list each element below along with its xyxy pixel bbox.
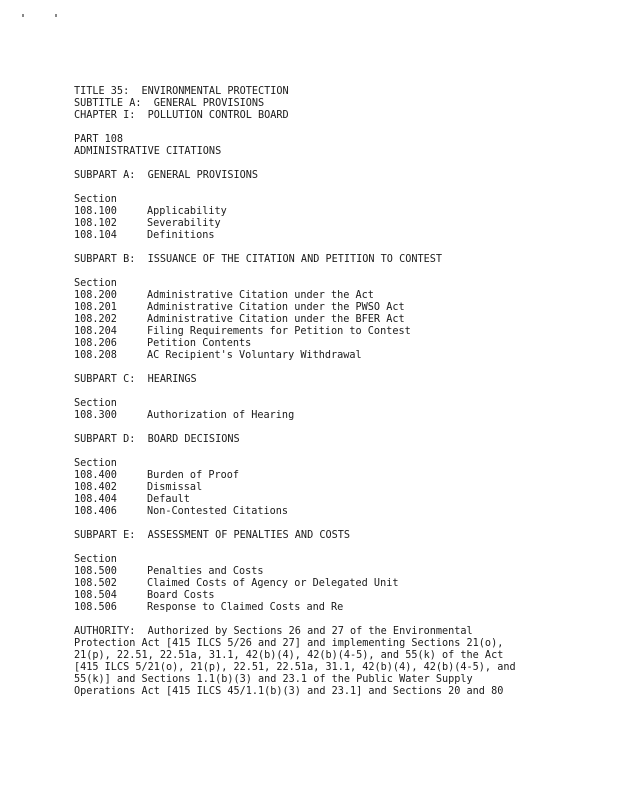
section-title: Petition Contents [147,338,252,349]
section-entry [74,206,604,218]
section-title: Non-Contested Citations [147,506,289,517]
subpart-heading: SUBPART B: ISSUANCE OF THE CITATION AND PETITION TO CONTEST [74,254,443,265]
section-entry [74,350,604,362]
chapter-line: CHAPTER I: POLLUTION CONTROL BOARD [74,110,289,121]
section-number: 108.402 [74,482,117,493]
section-title: AC Recipient's Voluntary Withdrawal [147,350,362,361]
section-entry [74,338,604,350]
subtitle-line: SUBTITLE A: GENERAL PROVISIONS [74,98,265,109]
section-label: Section [74,278,117,289]
scan-speck [22,14,24,17]
section-entry [74,566,604,578]
section-entry [74,218,604,230]
section-number: 108.500 [74,566,117,577]
section-title: Administrative Citation under the PWSO Act [147,302,405,313]
section-number: 108.404 [74,494,117,505]
part-name: ADMINISTRATIVE CITATIONS [74,146,222,157]
section-label: Section [74,458,117,469]
section-number: 108.206 [74,338,117,349]
section-number: 108.406 [74,506,117,517]
section-number: 108.104 [74,230,117,241]
section-entry [74,602,604,614]
section-number: 108.400 [74,470,117,481]
authority-line: Operations Act [415 ILCS 45/1.1(b)(3) and 23.1] and Sections 20 and 80 [74,686,504,697]
section-label: Section [74,194,117,205]
section-entry [74,482,604,494]
scan-speck [55,14,57,17]
subpart-heading: SUBPART C: HEARINGS [74,374,197,385]
authority-line: 55(k)] and Sections 1.1(b)(3) and 23.1 of the Public Water Supply [74,674,473,685]
section-title: Burden of Proof [147,470,240,481]
title-line: TITLE 35: ENVIRONMENTAL PROTECTION [74,86,289,97]
section-number: 108.506 [74,602,117,613]
section-title: Filing Requirements for Petition to Contest [147,326,411,337]
section-number: 108.202 [74,314,117,325]
section-number: 108.200 [74,290,117,301]
section-entry [74,410,604,422]
section-number: 108.201 [74,302,117,313]
section-entry [74,230,604,242]
section-title: Penalties and Costs [147,566,264,577]
section-entry [74,290,604,302]
section-entry [74,470,604,482]
section-title: Response to Claimed Costs and Re [147,602,344,613]
section-title: Definitions [147,230,215,241]
section-entry [74,506,604,518]
section-number: 108.100 [74,206,117,217]
section-title: Board Costs [147,590,215,601]
section-number: 108.504 [74,590,117,601]
subpart-heading: SUBPART E: ASSESSMENT OF PENALTIES AND COSTS [74,530,351,541]
section-entry [74,578,604,590]
authority-line: Protection Act [415 ILCS 5/26 and 27] and implementing Sections 21(o), [74,638,504,649]
part-number: PART 108 [74,134,124,145]
section-label: Section [74,554,117,565]
section-title: Administrative Citation under the Act [147,290,374,301]
section-number: 108.102 [74,218,117,229]
authority-line: 21(p), 22.51, 22.51a, 31.1, 42(b)(4), 42(b)(4-5), and 55(k) of the Act [74,650,504,661]
regulation-page [74,86,604,698]
section-number: 108.208 [74,350,117,361]
authority-line: [415 ILCS 5/21(o), 21(p), 22.51, 22.51a, 31.1, 42(b)(4), 42(b)(4-5), and [74,662,516,673]
subpart-heading: SUBPART D: BOARD DECISIONS [74,434,240,445]
section-number: 108.204 [74,326,117,337]
section-entry [74,302,604,314]
section-number: 108.300 [74,410,117,421]
section-entry [74,314,604,326]
section-title: Default [147,494,190,505]
section-title: Administrative Citation under the BFER Act [147,314,405,325]
section-title: Dismissal [147,482,203,493]
subpart-heading: SUBPART A: GENERAL PROVISIONS [74,170,259,181]
section-title: Applicability [147,206,227,217]
section-label: Section [74,398,117,409]
section-entry [74,326,604,338]
section-entry [74,590,604,602]
section-title: Claimed Costs of Agency or Delegated Unit [147,578,399,589]
section-entry [74,494,604,506]
section-title: Severability [147,218,221,229]
authority-line: AUTHORITY: Authorized by Sections 26 and 27 of the Environmental [74,626,473,637]
section-title: Authorization of Hearing [147,410,295,421]
section-number: 108.502 [74,578,117,589]
